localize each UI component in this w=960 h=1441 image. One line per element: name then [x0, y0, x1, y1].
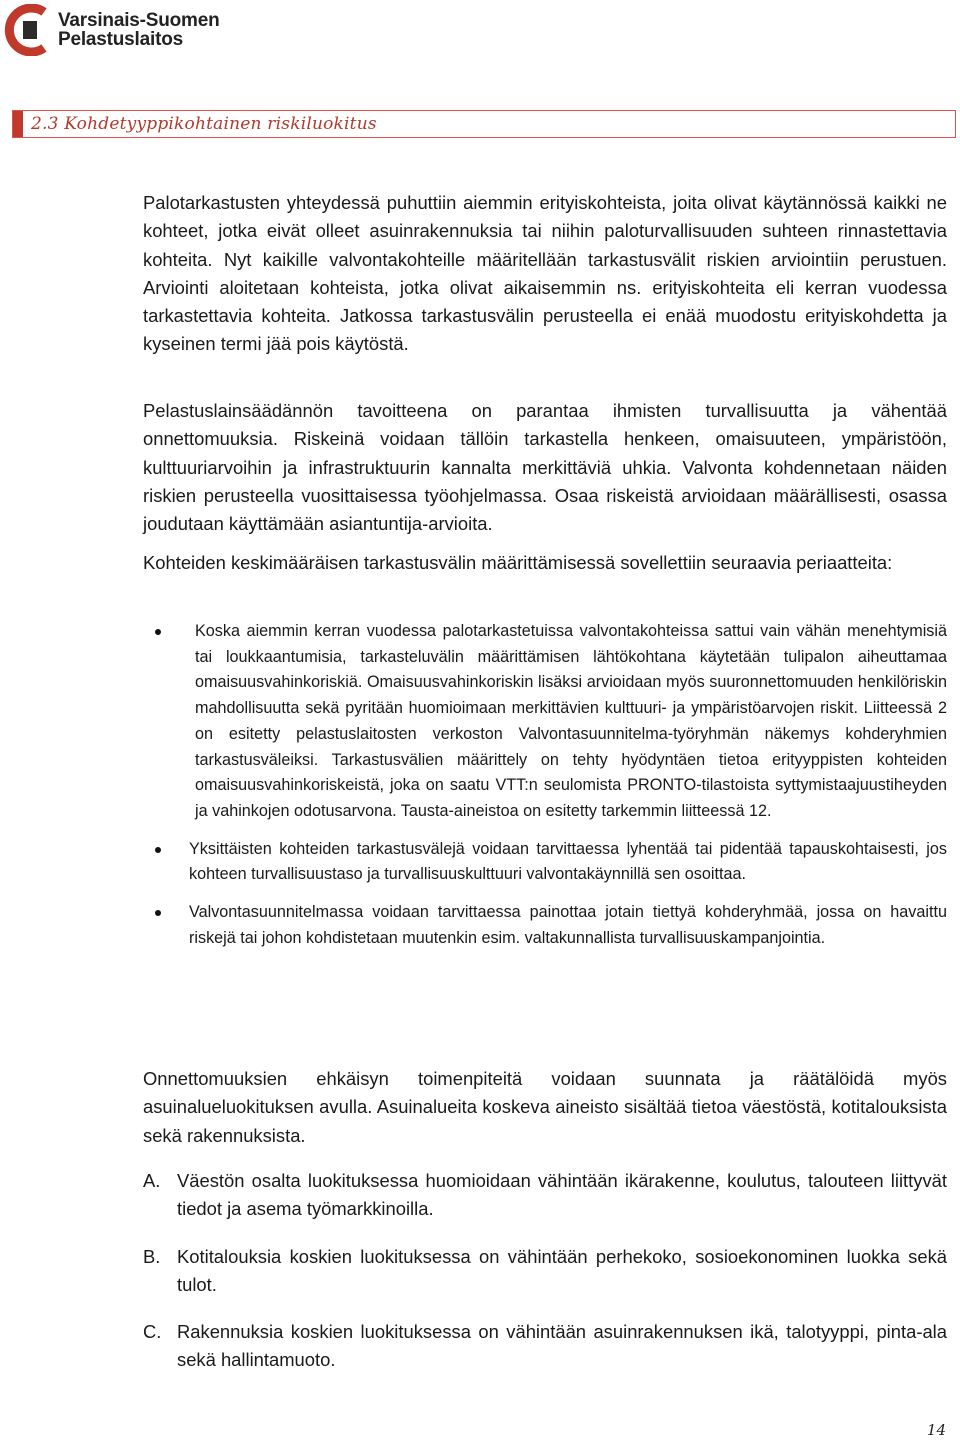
list-item — [143, 1167, 947, 1224]
heading-accent — [13, 111, 23, 137]
list-marker: B. — [143, 1245, 161, 1267]
page-number: 14 — [926, 1421, 946, 1439]
list-marker: C. — [143, 1321, 162, 1343]
list-item-text: Valvontasuunnitelmassa voidaan tarvittaessa painottaa jotain tiettyä kohderyhmää, jossa on havaittu riskejä tai johon kohdistetaan muutenkin esim. valtakunnallista turvallisuuskampanjointia. — [189, 903, 947, 947]
list-item-text: Koska aiemmin kerran vuodessa palotarkastetuissa valvontakohteissa sattui vain vähän menehtymisiä tai loukkaantumisia, tarkasteluvälin määrittämisen lähtökohtana käytetään tulipalon aiheuttamaa omaisuusvahinkoriskiä. Omaisuusvahinkoriskin lisäksi arvioidaan myös suuronnettomuuden henkilöriskin mahdollisuutta sekä pyritään huomioimaan merkittävien kulttuuri- ja ympäristöarvojen riskit. Liitteessä 2 on esitetty pelastuslaitosten verkoston Valvontasuunnitelma-työryhmän näkemys kohderyhmien tarkastusväleiksi. Tarkastusvälien määrittely on tehty hyödyntäen tietoa erityyppisten kohteiden omaisuusvahinkoriskeistä, joka on saatu VTT:n seulomista PRONTO-tilastoista syttymistaajuustiheyden ja vahinkojen odotusarvona. Tausta-aineistoa on esitetty tarkemmin liitteessä 12. — [195, 622, 947, 820]
list-item — [143, 1243, 947, 1300]
list-item — [143, 1318, 947, 1375]
list-item-text: Rakennuksia koskien luokituksessa on vähintään asuinrakennuksen ikä, talotyyppi, pinta-ala sekä hallintamuoto. — [177, 1321, 947, 1371]
logo-name-line1: Varsinais-Suomen — [58, 10, 220, 31]
paragraph-periaatteet-intro: Kohteiden keskimääräisen tarkastusvälin määrittämisessä sovellettiin seuraavia periaatteita: — [143, 552, 893, 573]
logo-emblem-icon — [4, 4, 52, 56]
list-item-text: Kotitalouksia koskien luokituksessa on vähintään perhekoko, sosioekonominen luokka sekä tulot. — [177, 1245, 947, 1295]
classification-list — [143, 1167, 947, 1394]
section-title: 2.3 Kohdetyyppikohtainen riskiluokitus — [31, 114, 377, 134]
section-heading — [12, 110, 956, 138]
list-item-text: Yksittäisten kohteiden tarkastusvälejä voidaan tarvittaessa lyhentää tai pidentää tapauskohtaisesti, jos kohteen turvallisuustaso ja turvallisuuskulttuuri valvontakäynnillä sen osoittaa. — [189, 839, 947, 884]
list-item — [143, 837, 947, 888]
paragraph-asuinalueluokitus: Onnettomuuksien ehkäisyn toimenpiteitä voidaan suunnata ja räätälöidä myös asuinalueluokituksen avulla. Asuinalueita koskeva aineisto sisältää tietoa väestöstä, kotitalouksista sekä rakennuksista. — [143, 1068, 947, 1146]
paragraph-pelastuslainsaadanto: Pelastuslainsäädännön tavoitteena on parantaa ihmisten turvallisuutta ja vähentää onnettomuuksia. Riskeinä voidaan tällöin tarkastella henkeen, omaisuuteen, ympäristöön, kulttuuriarvoihin ja infrastruktuurin kannalta merkittäviä uhkia. Valvonta kohdennetaan näiden riskien perusteella vuosittaisessa työohjelmassa. Osaa riskeistä arvioidaan määrällisesti, osassa joudutaan käyttämään asiantuntija-arvioita. — [143, 400, 947, 535]
list-item — [143, 619, 947, 825]
list-marker: A. — [143, 1170, 161, 1191]
list-item — [143, 900, 947, 951]
principles-list — [143, 619, 947, 951]
bullet-icon — [155, 910, 161, 916]
bullet-icon — [155, 629, 161, 635]
organization-logo — [4, 4, 220, 56]
bullet-icon — [155, 847, 161, 853]
paragraph-erityiskohteet: Palotarkastusten yhteydessä puhuttiin aiemmin erityiskohteista, joita olivat käytännössä kaikki ne kohteet, jotka eivät olleet asuinrakennuksia tai niihin paloturvallisuuden suhteen rinnastettavia kohteita. Nyt kaikille valvontakohteille määritellään tarkastusvälit riskien arviointiin perustuen. Arviointi aloitetaan kohteista, jotka olivat aikaisemmin ns. erityiskohteita eli kerran vuodessa tarkastettavia kohteita. Jatkossa tarkastusvälin perusteella ei enää muodostu erityiskohdetta ja kyseinen termi jää pois käytöstä. — [143, 192, 947, 355]
logo-name-line2: Pelastuslaitos — [58, 29, 183, 50]
list-item-text: Väestön osalta luokituksessa huomioidaan vähintään ikärakenne, koulutus, talouteen liittyvät tiedot ja asema työmarkkinoilla. — [177, 1170, 947, 1220]
